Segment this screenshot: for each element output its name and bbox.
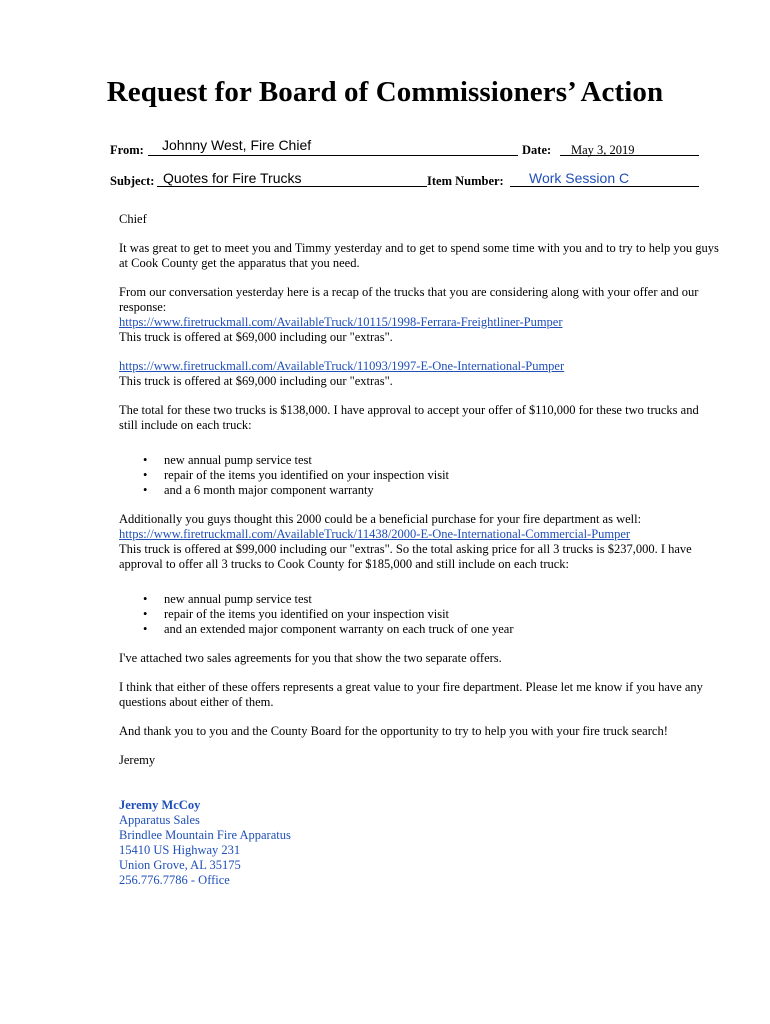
bullet-icon: •	[143, 607, 148, 621]
list-item: • new annual pump service test	[143, 453, 312, 467]
signature-address-line-1: 15410 US Highway 231	[119, 843, 241, 857]
paragraph-greeting: It was great to get to meet you and Timmy yesterday and to get to spend some time with you and to try to help you guys at Cook County get the apparatus that you need.	[119, 241, 719, 270]
truck-link-3[interactable]: https://www.firetruckmall.com/AvailableTruck/11438/2000-E-One-International-Commercial-Pumper	[119, 527, 631, 541]
bullet-icon: •	[143, 483, 148, 497]
bullet-icon: •	[143, 622, 148, 636]
signature-block	[119, 798, 719, 888]
salutation: Chief	[119, 212, 147, 226]
paragraph-value: I think that either of these offers represents a great value to your fire department. Please let me know if you have any questions about either of them.	[119, 680, 703, 709]
signature-title: Apparatus Sales	[119, 813, 200, 827]
truck-2-price: This truck is offered at $69,000 including our "extras".	[119, 374, 393, 388]
date-value: May 3, 2019	[571, 143, 635, 157]
signoff: Jeremy	[119, 753, 156, 767]
truck-link-1[interactable]: https://www.firetruckmall.com/AvailableTruck/10115/1998-Ferrara-Freightliner-Pumper	[119, 315, 563, 329]
list-item: • new annual pump service test	[143, 592, 312, 606]
subject-line	[157, 186, 427, 187]
item-number-value: Work Session C	[529, 170, 630, 186]
signature-company: Brindlee Mountain Fire Apparatus	[119, 828, 291, 842]
recap-intro: From our conversation yesterday here is a recap of the trucks that you are considering along with your offer and our response:	[119, 285, 699, 314]
paragraph-recap	[119, 285, 719, 345]
signature-phone: 256.776.7786 - Office	[119, 873, 230, 887]
third-truck-intro: Additionally you guys thought this 2000 could be a beneficial purchase for your fire department as well:	[119, 512, 642, 526]
letter-body	[119, 212, 719, 888]
paragraph-third-truck	[119, 512, 719, 572]
signature-address-line-2: Union Grove, AL 35175	[119, 858, 241, 872]
date-label: Date:	[522, 143, 552, 157]
paragraph-truck-2	[119, 359, 719, 389]
page-title: Request for Board of Commissioners’ Action	[106, 76, 664, 108]
list-item: • and an extended major component warranty on each truck of one year	[143, 622, 514, 636]
item-number-line	[510, 186, 699, 187]
item-number-label: Item Number:	[427, 174, 504, 188]
list-item: • repair of the items you identified on your inspection visit	[143, 607, 450, 621]
subject-label: Subject:	[110, 174, 155, 188]
paragraph-thanks: And thank you to you and the County Board for the opportunity to try to help you with your fire truck search!	[119, 724, 668, 738]
paragraph-total: The total for these two trucks is $138,000. I have approval to accept your offer of $110,000 for these two trucks and still include on each truck:	[119, 403, 699, 432]
signature-name: Jeremy McCoy	[119, 798, 201, 812]
from-label: From:	[110, 143, 144, 157]
bullet-icon: •	[143, 453, 148, 467]
included-items-list-1	[119, 453, 719, 498]
included-items-list-2	[119, 592, 719, 637]
bullet-icon: •	[143, 592, 148, 606]
subject-value: Quotes for Fire Trucks	[163, 170, 302, 186]
from-value: Johnny West, Fire Chief	[162, 137, 312, 153]
truck-1-price: This truck is offered at $69,000 including our "extras".	[119, 330, 393, 344]
list-item: • and a 6 month major component warranty	[143, 483, 374, 497]
third-truck-offer: This truck is offered at $99,000 including our "extras". So the total asking price for all 3 trucks is $237,000. I have approval to offer all 3 trucks to Cook County for $185,000 and still include on each truck:	[119, 542, 692, 571]
truck-link-2[interactable]: https://www.firetruckmall.com/AvailableTruck/11093/1997-E-One-International-Pumper	[119, 359, 565, 373]
list-item: • repair of the items you identified on your inspection visit	[143, 468, 450, 482]
from-line	[148, 155, 518, 156]
bullet-icon: •	[143, 468, 148, 482]
paragraph-attachments: I've attached two sales agreements for you that show the two separate offers.	[119, 651, 502, 665]
